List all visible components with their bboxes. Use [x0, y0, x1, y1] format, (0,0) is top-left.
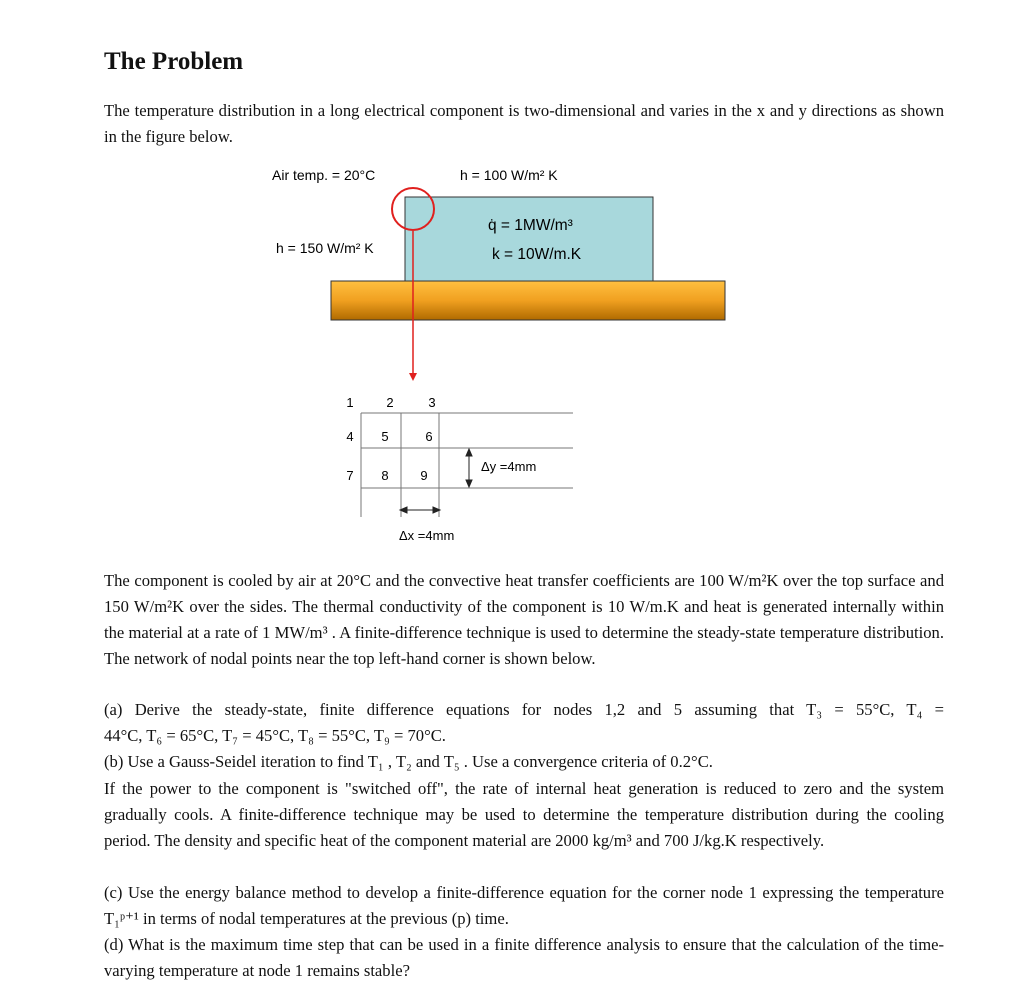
h-side-label: h = 150 W/m² K [276, 240, 374, 256]
node-label: 7 [346, 468, 354, 483]
description-paragraph: The component is cooled by air at 20°C and the convective heat transfer coefficients are 100 W/m²K over the top surface and 150 W/m²K over the sides. The thermal conductivity of the component is 10 W/m.K and heat is generated internally within the material at a rate of 1 MW/m³ . A finite-difference technique is used to determine the steady-state temperature distribution. The network of nodal points near the top left-hand corner is shown below. [104, 571, 944, 668]
cooling-paragraph: If the power to the component is "switched off", the rate of internal heat generation is reduced to zero and the system gradually cools. A finite-difference technique may be used to determine the temperature distribution during the cooling period. The density and specific heat of the component material are 2000 kg/m³ and 700 J/kg.K respectively. [104, 779, 944, 850]
question-a-line1: (a) Derive the steady-state, finite difference equations for nodes 1,2 and 5 assuming that T₃ = 55°C, T₄ = [104, 700, 944, 719]
node-label: 1 [346, 395, 354, 410]
intro-paragraph: The temperature distribution in a long electrical component is two-dimensional and varies in the x and y directions as shown in the figure below. [104, 101, 944, 146]
question-a-line2: 44°C, T₆ = 65°C, T₇ = 45°C, T₈ = 55°C, T₉ = 70°C. [104, 726, 446, 745]
node-grid [361, 413, 573, 517]
heat-generation-label: q̇ = 1MW/m³ [488, 217, 573, 234]
dx-dimension-arrow [400, 507, 440, 513]
zoom-arrow-head [409, 373, 417, 381]
node-label: 9 [420, 468, 428, 483]
conductivity-label: k = 10W/m.K [492, 246, 582, 263]
question-c: (c) Use the energy balance method to develop a finite-difference equation for the corner node 1 expressing the temperature T₁ᵖ⁺¹ in terms of nodal temperatures at the previous (p) time. [104, 883, 944, 928]
page-title: The Problem [104, 48, 244, 75]
dy-label: Δy =4mm [481, 459, 537, 474]
dx-label: Δx =4mm [399, 528, 455, 543]
electrical-component [405, 197, 653, 281]
node-label: 5 [381, 429, 389, 444]
node-label: 3 [428, 395, 436, 410]
base-plate [331, 281, 725, 320]
node-label: 8 [381, 468, 389, 483]
node-label: 4 [346, 429, 354, 444]
node-label: 6 [425, 429, 433, 444]
air-temp-label: Air temp. = 20°C [272, 167, 376, 183]
dy-dimension-arrow [466, 449, 472, 487]
question-b: (b) Use a Gauss-Seidel iteration to find T₁ , T₂ and T₅ . Use a convergence criteria of 0.2°C. [104, 752, 713, 771]
h-top-label: h = 100 W/m² K [460, 167, 558, 183]
question-d: (d) What is the maximum time step that can be used in a finite difference analysis to ensure that the calculation of the time-varying temperature at node 1 remains stable? [104, 935, 944, 980]
node-label: 2 [386, 395, 394, 410]
